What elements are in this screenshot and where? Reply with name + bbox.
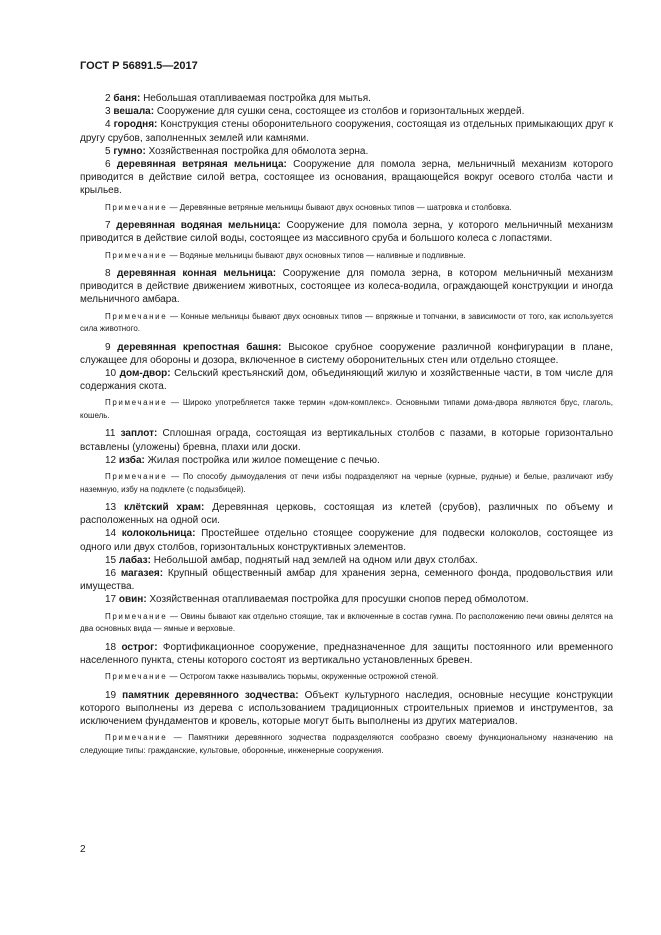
term-entry bbox=[80, 341, 613, 367]
term-definition: Жилая постройка или жилое помещение с печью. bbox=[147, 454, 380, 466]
term-number: 4 bbox=[105, 119, 111, 131]
note-dash: — bbox=[167, 202, 180, 212]
term-definition: Небольшая отапливаемая постройка для мытья. bbox=[143, 93, 371, 104]
term-number: 7 bbox=[105, 220, 111, 232]
note-text: Овины бывают как отдельно стоящие, так и включенные в состав гумна. По расположению печи овины делятся на два основных вида — ямные и верховые. bbox=[80, 611, 613, 634]
term-title: гумно: bbox=[113, 145, 146, 157]
term-definition: Крупный общественный амбар для хранения зерна, семенного фонда, продовольствия или имущества. bbox=[80, 568, 614, 593]
term-note bbox=[80, 311, 613, 336]
document-header: ГОСТ Р 56891.5—2017 bbox=[80, 60, 198, 72]
term-number: 10 bbox=[105, 368, 117, 380]
term-definition: Деревянная церковь, состоящая из клетей (срубов), различных по объему и расположенных на одной оси. bbox=[80, 502, 614, 527]
term-number: 18 bbox=[105, 641, 117, 653]
term-title: вешала: bbox=[113, 106, 155, 118]
term-number: 6 bbox=[105, 159, 111, 171]
note-label: Примечание bbox=[105, 202, 168, 212]
term-number: 12 bbox=[105, 454, 117, 466]
term-definition: Сооружение для сушки сена, состоящее из столбов и горизонтальных жердей. bbox=[156, 106, 525, 118]
term-note bbox=[80, 611, 613, 636]
note-text: Памятники деревянного зодчества подразделяются сообразно своему функциональному назначению на следующие типы: гражданские, культовые, оборонные, инженерные сооружения. bbox=[80, 733, 613, 755]
term-number: 15 bbox=[105, 554, 117, 566]
term-number: 2 bbox=[105, 93, 111, 104]
term-entry bbox=[80, 367, 613, 393]
term-title: овин: bbox=[118, 594, 147, 606]
term-note bbox=[80, 250, 613, 263]
term-note bbox=[80, 732, 613, 757]
term-title: деревянная водяная мельница: bbox=[116, 220, 281, 232]
term-number: 17 bbox=[105, 594, 117, 606]
term-entry bbox=[80, 219, 613, 245]
term-definition: Сооружение для помола зерна, в котором мельничный механизм приводится в действие движением животных, состоящее из колеса-водила, ограждающей конструкции и иногда мельничного амбара. bbox=[80, 268, 613, 306]
term-title: деревянная крепостная башня: bbox=[117, 341, 282, 353]
note-text: По способу дымоудаления от печи избы подразделяют на черные (курные, рудные) и белые, различают избу наземную, избу на подклете (с подызбицей). bbox=[80, 472, 613, 494]
terms-list bbox=[80, 92, 613, 762]
note-text: Широко употребляется также термин «дом-комплекс». Основными типами дома-двора являются брус, глаголь, кошель. bbox=[80, 398, 613, 420]
page-number: 2 bbox=[80, 844, 86, 855]
term-title: клётский храм: bbox=[123, 502, 205, 514]
note-label: Примечание bbox=[105, 472, 168, 482]
term-note bbox=[80, 202, 613, 215]
term-number: 19 bbox=[105, 689, 117, 701]
term-definition: Сельский крестьянский дом, объединяющий жилую и хозяйственные части, в том числе для содержания скота. bbox=[80, 368, 614, 393]
term-definition: Сплошная ограда, состоящая из вертикальных столбов с пазами, в которые горизонтально вставлены (уложены) бревна, плахи или доски. bbox=[80, 428, 613, 453]
term-note bbox=[80, 397, 613, 422]
term-definition: Небольшой амбар, поднятый над землей на одном или двух столбах. bbox=[153, 554, 478, 566]
note-dash: — bbox=[167, 733, 189, 743]
note-label: Примечание bbox=[105, 311, 168, 321]
term-definition: Сооружение для помола зерна, у которого мельничный механизм приводится в действие силой воды, состоящее из массивного сруба и большого колеса с лопастями. bbox=[80, 220, 613, 245]
note-dash: — bbox=[167, 611, 181, 621]
term-title: деревянная ветряная мельница: bbox=[116, 159, 287, 171]
term-number: 11 bbox=[105, 428, 116, 440]
term-title: памятник деревянного зодчества: bbox=[122, 689, 299, 701]
term-entry bbox=[80, 689, 613, 729]
term-number: 13 bbox=[105, 502, 117, 514]
term-definition: Хозяйственная отапливаемая постройка для просушки снопов перед обмолотом. bbox=[149, 594, 529, 606]
term-title: городня: bbox=[113, 119, 158, 131]
note-text: Водяные мельницы бывают двух основных типов — наливные и подливные. bbox=[179, 250, 466, 260]
note-dash: — bbox=[167, 250, 180, 260]
term-entry bbox=[80, 92, 613, 105]
term-number: 8 bbox=[105, 268, 111, 280]
term-title: дом-двор: bbox=[119, 368, 171, 380]
term-entry bbox=[80, 105, 613, 118]
note-dash: — bbox=[167, 311, 181, 321]
note-label: Примечание bbox=[105, 398, 168, 408]
term-entry bbox=[80, 501, 613, 527]
term-entry bbox=[80, 267, 613, 307]
term-definition: Конструкция стены оборонительного сооружения, состоящая из отдельных примыкающих друг к другу срубов, заполненных землей или камнями. bbox=[80, 119, 613, 144]
term-number: 9 bbox=[105, 341, 111, 353]
term-entry bbox=[80, 554, 613, 567]
note-text: Деревянные ветряные мельницы бывают двух основных типов — шатровка и столбовка. bbox=[179, 202, 512, 212]
term-entry bbox=[80, 145, 613, 158]
note-label: Примечание bbox=[105, 611, 168, 621]
term-title: баня: bbox=[113, 93, 141, 104]
term-definition: Простейшее отдельно стоящее сооружение для подвески колоколов, состоящее из одного или двух столбов, горизонтальных конструктивных элементов. bbox=[80, 528, 614, 553]
term-definition: Сооружение для помола зерна, мельничный механизм которого приводится в действие силой ветра, состоящее из основания, вращающейся вокруг осевого столба части и крыльев. bbox=[80, 159, 614, 197]
term-title: магазея: bbox=[120, 568, 164, 580]
term-entry bbox=[80, 454, 613, 467]
note-label: Примечание bbox=[105, 672, 168, 682]
note-label: Примечание bbox=[105, 250, 168, 260]
term-number: 5 bbox=[105, 145, 111, 157]
note-label: Примечание bbox=[105, 733, 168, 743]
term-definition: Объект культурного наследия, основные несущие конструкции которого выполнены из дерева с использованием традиционных строительных приемов и инструментов, за исключением фундаментов и кровель, которые могут быть выполнены из других материалов. bbox=[80, 689, 614, 727]
note-dash: — bbox=[167, 398, 183, 408]
term-number: 3 bbox=[105, 106, 111, 118]
term-title: лабаз: bbox=[118, 554, 151, 566]
note-dash: — bbox=[167, 472, 184, 482]
term-entry bbox=[80, 158, 613, 198]
term-title: деревянная конная мельница: bbox=[117, 268, 277, 280]
term-definition: Хозяйственная постройка для обмолота зерна. bbox=[148, 145, 369, 157]
term-entry bbox=[80, 118, 613, 144]
term-title: острог: bbox=[121, 641, 158, 653]
term-title: изба: bbox=[118, 454, 145, 466]
term-entry bbox=[80, 567, 613, 593]
term-definition: Высокое срубное сооружение различной конфигурации в плане, служащее для обороны и дозора, включенное в систему оборонительных стен или отдельно стоящее. bbox=[80, 341, 613, 366]
term-number: 14 bbox=[105, 528, 117, 540]
term-entry bbox=[80, 593, 613, 606]
term-note bbox=[80, 471, 613, 496]
term-title: заплот: bbox=[120, 428, 158, 440]
term-entry bbox=[80, 427, 613, 453]
term-title: колокольница: bbox=[121, 528, 196, 540]
term-entry bbox=[80, 527, 613, 553]
term-note bbox=[80, 671, 613, 684]
note-text: Острогом также назывались тюрьмы, окруженные острожной стеной. bbox=[179, 672, 439, 682]
note-text: Конные мельницы бывают двух основных типов — впряжные и топчанки, в зависимости от того, как используется сила животного. bbox=[80, 311, 613, 334]
term-definition: Фортификационное сооружение, предназначенное для защиты постоянного или временного населенного пункта, стены которого состоят из вертикально установленных бревен. bbox=[80, 641, 614, 666]
note-dash: — bbox=[167, 672, 180, 682]
term-entry bbox=[80, 641, 613, 667]
term-number: 16 bbox=[105, 568, 117, 580]
